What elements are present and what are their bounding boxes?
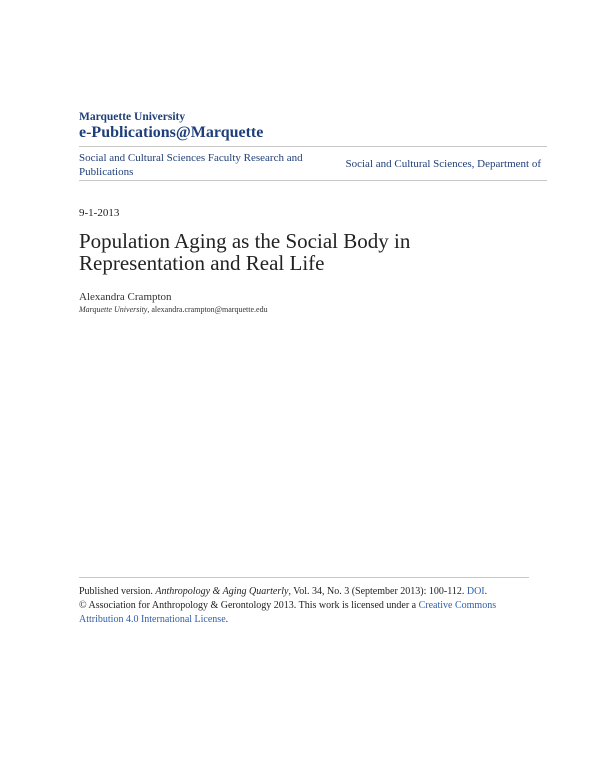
- citation-details: , Vol. 34, No. 3 (September 2013): 100-112.: [288, 586, 467, 597]
- published-prefix: Published version.: [79, 586, 156, 597]
- affiliation-university: Marquette University: [79, 305, 148, 314]
- department-link[interactable]: Social and Cultural Sciences, Department of: [345, 158, 541, 170]
- university-name: Marquette University: [79, 111, 186, 123]
- journal-name: Anthropology & Aging Quarterly: [155, 586, 289, 597]
- author-name: Alexandra Crampton: [79, 291, 172, 303]
- copyright-text: © Association for Anthropology & Gerontology 2013. This work is licensed under a: [79, 600, 419, 611]
- doi-link[interactable]: DOI: [466, 586, 485, 597]
- collection-link[interactable]: Social and Cultural Sciences Faculty Research and Publications: [79, 152, 303, 178]
- affiliation-email[interactable]: alexandra.crampton@marquette.edu: [151, 305, 268, 314]
- paper-title: Population Aging as the Social Body in Representation and Real Life: [79, 229, 411, 275]
- author-affiliation: Marquette University, alexandra.crampton@marquette.edu: [79, 305, 268, 314]
- footer-end: .: [225, 614, 229, 625]
- citation-period: .: [484, 586, 488, 597]
- repository-name[interactable]: e-Publications@Marquette: [79, 124, 264, 141]
- collection-bar: [79, 146, 547, 181]
- institution-header: [79, 111, 263, 142]
- license-link[interactable]: Creative Commons Attribution 4.0 International License: [79, 600, 497, 625]
- publication-date: 9-1-2013: [79, 207, 120, 219]
- citation-footer: [79, 577, 529, 627]
